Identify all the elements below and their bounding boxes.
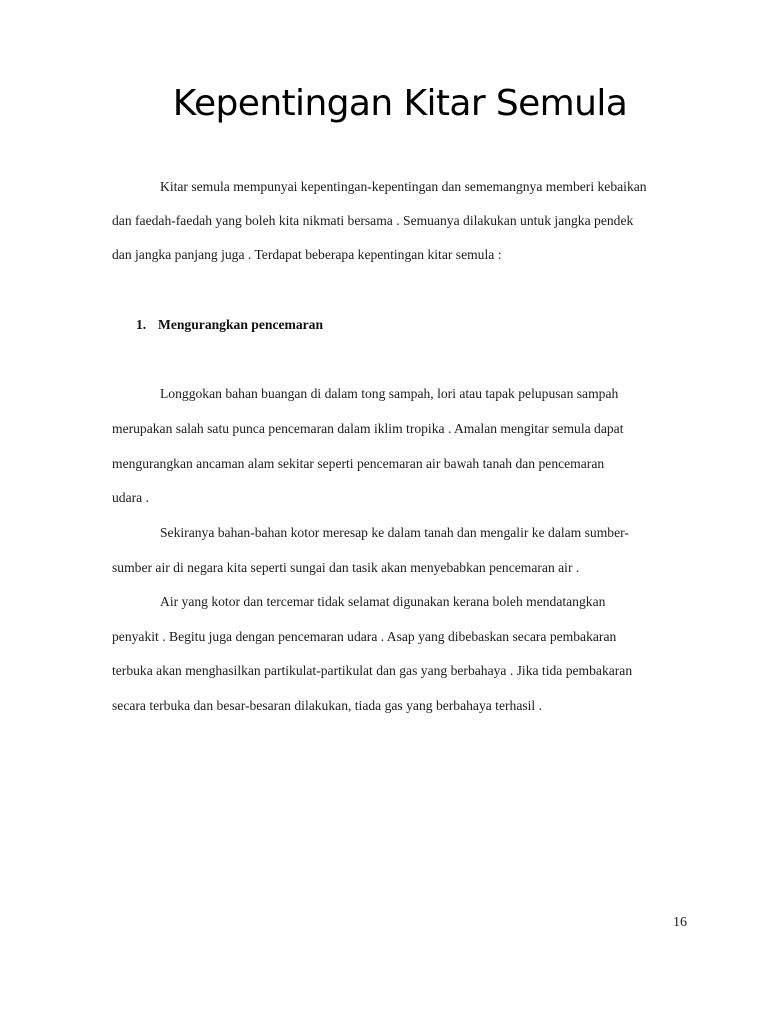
page-number: 16 <box>673 915 687 930</box>
body-line-2: merupakan salah satu punca pencemaran dalam iklim tropika . Amalan mengitar semula dapat <box>112 421 624 436</box>
body-line-3: mengurangkan ancaman alam sekitar seperti pencemaran air bawah tanah dan pencemaran <box>112 456 605 471</box>
page-title: Kepentingan Kitar Semula <box>172 83 628 124</box>
section-heading <box>136 316 323 334</box>
body-line-8: penyakit . Begitu juga dengan pencemaran udara . Asap yang dibebaskan secara pembakaran <box>112 629 617 644</box>
section-number: 1. <box>136 317 147 332</box>
intro-line-3: dan jangka panjang juga . Terdapat beberapa kepentingan kitar semula : <box>112 247 502 262</box>
body-line-10: secara terbuka dan besar-besaran dilakukan, tiada gas yang berbahaya terhasil . <box>112 698 542 713</box>
intro-line-2: dan faedah-faedah yang boleh kita nikmati bersama . Semuanya dilakukan untuk jangka pendek <box>112 213 634 228</box>
body-line-7: Air yang kotor dan tercemar tidak selamat digunakan kerana boleh mendatangkan <box>160 594 606 609</box>
body-line-1: Longgokan bahan buangan di dalam tong sampah, lori atau tapak pelupusan sampah <box>160 386 619 401</box>
section-heading-text: Mengurangkan pencemaran <box>158 317 324 332</box>
intro-line-1: Kitar semula mempunyai kepentingan-kepentingan dan sememangnya memberi kebaikan <box>160 179 647 194</box>
body-line-6: sumber air di negara kita seperti sungai dan tasik akan menyebabkan pencemaran air . <box>112 560 580 575</box>
body-line-5: Sekiranya bahan-bahan kotor meresap ke dalam tanah dan mengalir ke dalam sumber- <box>160 525 629 540</box>
body-line-4: udara . <box>112 490 149 505</box>
body-line-9: terbuka akan menghasilkan partikulat-partikulat dan gas yang berbahaya . Jika tida pembakaran <box>112 663 633 678</box>
